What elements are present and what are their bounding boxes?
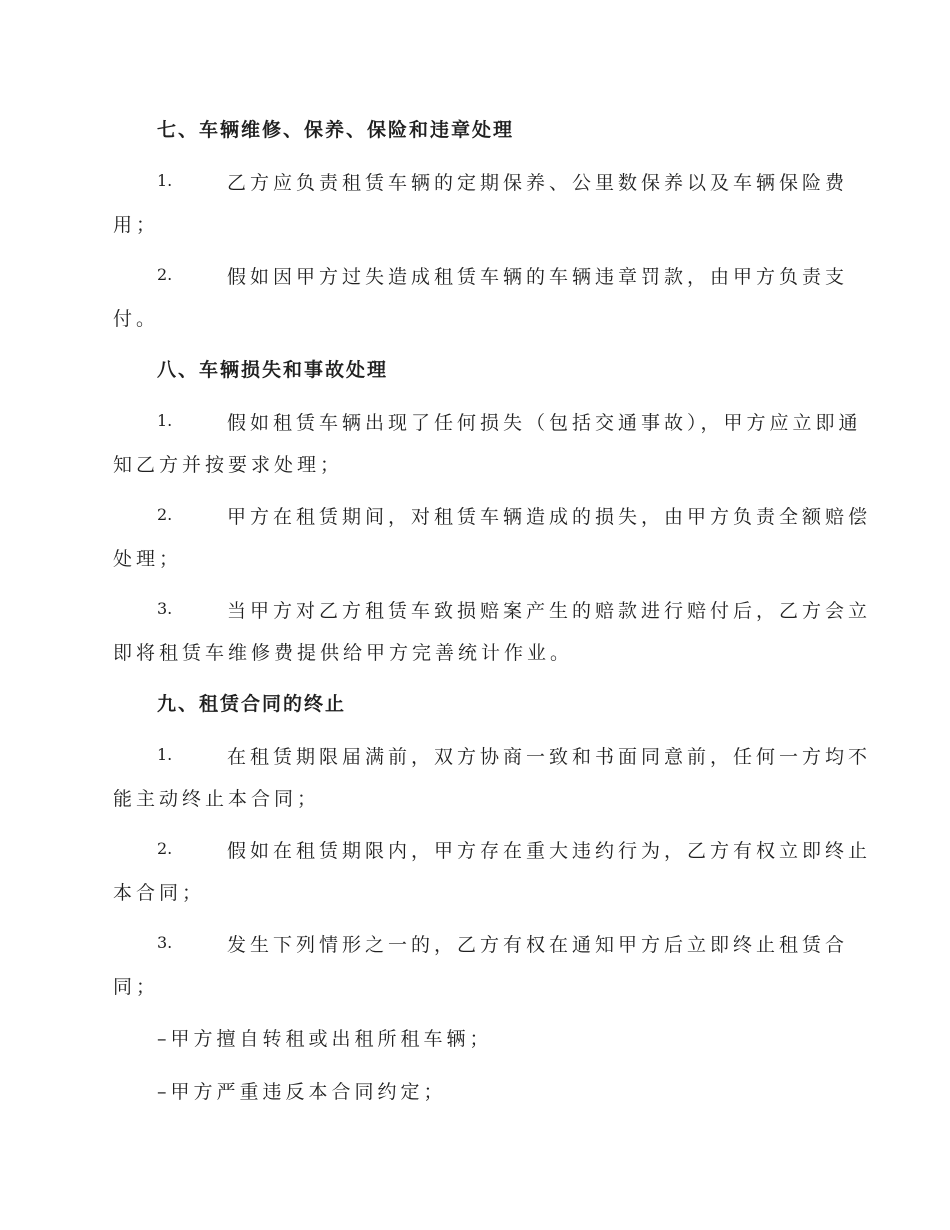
bullet-item: –甲方擅自转租或出租所租车辆； — [157, 1028, 493, 1050]
item-text-continuation: 用； — [113, 214, 160, 236]
item-text-continuation: 知乙方并按要求处理； — [113, 454, 344, 476]
item-number: 1. — [157, 171, 173, 190]
section-heading-8: 八、车辆损失和事故处理 — [157, 359, 389, 381]
item-text-first-line: 甲方在租赁期间，对租赁车辆造成的损失，由甲方负责全额赔偿 — [227, 506, 872, 528]
item-text-continuation: 付。 — [113, 308, 160, 330]
item-number: 3. — [157, 599, 173, 618]
item-text-continuation: 能主动终止本合同； — [113, 788, 321, 810]
item-text-continuation: 处理； — [113, 548, 183, 570]
item-text-first-line: 当甲方对乙方租赁车致损赔案产生的赔款进行赔付后，乙方会立 — [227, 600, 872, 622]
item-number: 2. — [157, 839, 173, 858]
item-text-first-line: 假如因甲方过失造成租赁车辆的车辆违章罚款，由甲方负责支 — [227, 266, 849, 288]
item-text-first-line: 发生下列情形之一的，乙方有权在通知甲方后立即终止租赁合 — [227, 934, 849, 956]
item-text-first-line: 假如在租赁期限内，甲方存在重大违约行为，乙方有权立即终止 — [227, 840, 872, 862]
section-heading-7: 七、车辆维修、保养、保险和违章处理 — [157, 119, 515, 141]
item-text-continuation: 即将租赁车维修费提供给甲方完善统计作业。 — [113, 642, 574, 664]
item-number: 1. — [157, 745, 173, 764]
item-number: 2. — [157, 505, 173, 524]
item-text-first-line: 在租赁期限届满前，双方协商一致和书面同意前，任何一方均不 — [227, 746, 872, 768]
section-heading-9: 九、租赁合同的终止 — [157, 693, 347, 715]
item-number: 1. — [157, 411, 173, 430]
item-number: 3. — [157, 933, 173, 952]
item-text-continuation: 同； — [113, 976, 160, 998]
item-text-first-line: 乙方应负责租赁车辆的定期保养、公里数保养以及车辆保险费 — [227, 172, 849, 194]
bullet-item: –甲方严重违反本合同约定； — [157, 1081, 447, 1103]
item-text-first-line: 假如租赁车辆出现了任何损失（包括交通事故），甲方应立即通 — [227, 412, 862, 434]
item-number: 2. — [157, 265, 173, 284]
item-text-continuation: 本合同； — [113, 882, 206, 904]
